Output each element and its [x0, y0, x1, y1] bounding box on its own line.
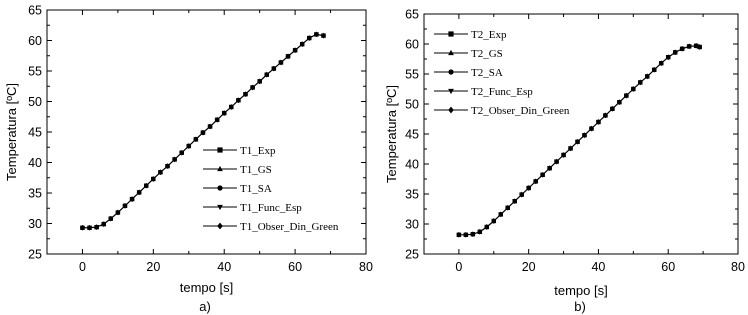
x-axis-label: tempo [s] — [554, 283, 608, 298]
y-tick-label: 65 — [405, 7, 419, 22]
legend-label: T1_Obser_Din_Green — [240, 221, 339, 233]
y-tick-label: 45 — [28, 125, 42, 140]
y-tick-label: 50 — [405, 97, 419, 112]
series-T1_Obser_Din_Green — [80, 32, 326, 231]
legend-label: T2_GS — [471, 48, 503, 60]
chart-panel-b — [384, 8, 745, 315]
y-tick-label: 50 — [28, 95, 42, 109]
legend-marker — [217, 147, 222, 152]
legend-marker — [448, 89, 454, 94]
legend-marker — [448, 31, 453, 36]
x-tick-label: 20 — [521, 260, 536, 274]
y-tick-label: 25 — [28, 247, 42, 262]
x-tick-label: 40 — [217, 260, 232, 274]
x-tick-label: 40 — [591, 260, 606, 274]
legend-marker — [217, 185, 222, 190]
legend-marker — [448, 50, 454, 55]
y-tick-label: 40 — [28, 156, 42, 170]
y-tick-label: 40 — [405, 157, 419, 172]
x-tick-label: 0 — [455, 260, 463, 274]
legend-marker — [217, 223, 223, 230]
legend-label: T1_Exp — [240, 145, 276, 157]
x-tick-label: 60 — [288, 260, 303, 274]
legend-label: T2_Func_Esp — [471, 86, 533, 98]
x-tick-label: 80 — [731, 260, 745, 274]
y-tick-label: 25 — [405, 247, 419, 262]
y-tick-label: 60 — [28, 34, 42, 48]
legend-marker — [448, 107, 454, 114]
legend-label: T1_SA — [240, 183, 272, 195]
legend-label: T1_Func_Esp — [240, 202, 302, 214]
y-tick-label: 30 — [405, 217, 419, 232]
y-tick-label: 60 — [405, 37, 419, 52]
y-tick-label: 45 — [405, 127, 419, 142]
legend-label: T2_Obser_Din_Green — [471, 105, 570, 117]
legend-marker — [448, 69, 453, 74]
x-tick-label: 80 — [359, 260, 373, 274]
y-axis-label: Temperatura [ºC] — [4, 83, 19, 181]
x-tick-label: 0 — [78, 260, 86, 274]
legend-label: T2_SA — [471, 67, 503, 79]
chart-panel-a — [4, 4, 373, 315]
plot-frame — [47, 10, 366, 254]
y-tick-label: 55 — [28, 64, 42, 79]
y-tick-label: 35 — [28, 186, 42, 201]
y-axis-label: Temperatura [ºC] — [384, 85, 399, 183]
y-tick-label: 65 — [28, 3, 42, 18]
x-axis-label: tempo [s] — [179, 280, 234, 295]
legend-marker — [217, 166, 223, 171]
panel-label: a) — [199, 299, 211, 314]
y-tick-label: 30 — [28, 217, 42, 231]
legend-marker — [217, 205, 223, 210]
legend-label: T1_GS — [240, 164, 272, 176]
y-tick-label: 55 — [405, 67, 419, 82]
panel-label: b) — [574, 299, 586, 314]
x-tick-label: 60 — [661, 260, 676, 274]
x-tick-label: 20 — [146, 260, 161, 274]
legend-label: T2_Exp — [471, 29, 507, 41]
y-tick-label: 35 — [405, 187, 419, 202]
